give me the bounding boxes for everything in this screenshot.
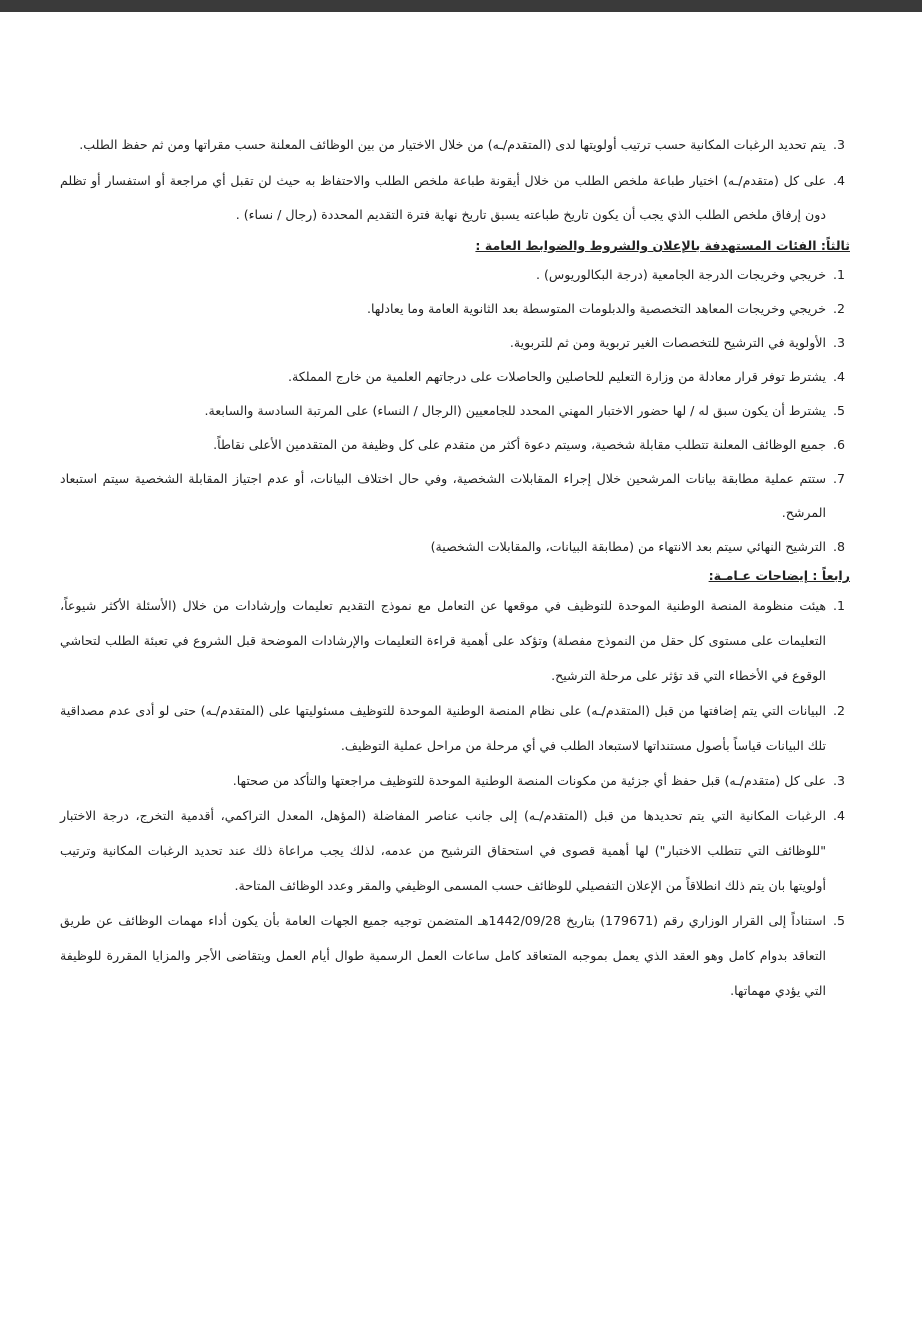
item-text: على كل (متقدم/ـه) اختيار طباعة ملخص الطلب من خلال أيقونة طباعة ملخص الطلب والاحتفاظ به حيث لن تقبل أي مراجعة أو استفسار أو تظلم دون إرفاق ملخص الطلب الذي يجب أن يكون تاريخ طباعته يسبق تاريخ نهاية فترة التقديم المحددة (رجال / نساء) .: [60, 173, 826, 222]
item-text: الترشيح النهائي سيتم بعد الانتهاء من (مطابقة البيانات، والمقابلات الشخصية): [430, 539, 826, 554]
item-number: .4: [832, 369, 846, 384]
item-text: على كل (متقدم/ـه) قبل حفظ أي جزئية من مكونات المنصة الوطنية الموحدة للتوظيف مراجعتها والتأكد من صحتها.: [232, 773, 826, 788]
item-text: يتم تحديد الرغبات المكانية حسب ترتيب أولويتها لدى (المتقدم/ـه) من خلال الاختيار من بين الوظائف المعلنة حسب مقراتها ومن ثم حفظ الطلب.: [79, 137, 826, 152]
list-item: [60, 360, 852, 394]
list-item: [60, 763, 852, 798]
item-number: .1: [832, 267, 846, 282]
item-text: الرغبات المكانية التي يتم تحديدها من قبل (المتقدم/ـه) إلى جانب عناصر المفاضلة (المؤهل، المعدل التراكمي، أقدمية التخرج، درجة الاختبار "للوظائف التي تتطلب الاختبار") لها أهمية قصوى في استحقاق الترشيح من عدمه، لذلك يجب مراعاة ذلك عند تحديد الرغبات المكانية وترتيب أولويتها بان يتم ذلك انطلاقاً من الإعلان التفصيلي للوظائف حسب المسمى الوظيفي والمقر وعدد الوظائف المتاحة.: [60, 808, 826, 893]
item-text: ستتم عملية مطابقة بيانات المرشحين خلال إجراء المقابلات الشخصية، وفي حال اختلاف البيانات، أو عدم اجتياز المقابلة الشخصية سيتم استبعاد المرشح.: [60, 471, 826, 520]
item-text: هيئت منظومة المنصة الوطنية الموحدة للتوظيف في موقعها عن التعامل مع نموذج التقديم تعليمات وإرشادات من خلال (الأسئلة الأكثر شيوعاً، التعليمات على مستوى كل حقل من النموذج مفصلة) وتؤكد على أهمية قراءة التعليمات والإرشادات الموضحة قبل الشروع في تعبئة الطلب لتحاشي الوقوع في الأخطاء التي قد تؤثر على مرحلة الترشيح.: [60, 598, 826, 683]
item-number: .4: [832, 173, 846, 188]
list-item: [60, 462, 852, 530]
list-item: [60, 164, 852, 232]
list-item: [60, 588, 852, 693]
item-text: استناداً إلى القرار الوزاري رقم (179671) بتاريخ 1442/09/28هـ المتضمن توجيه جميع الجهات العامة بأن يكون أداء مهمات الوظائف عن طريق التعاقد بدوام كامل وهو العقد الذي يعمل بموجبه المتعاقد كامل ساعات العمل الرسمية طوال أيام العمل ويتقاضى الأجر والمزايا المقررة للوظيفة التي يؤدي مهماتها.: [60, 913, 826, 998]
item-text: خريجي وخريجات الدرجة الجامعية (درجة البكالوريوس) .: [535, 267, 826, 282]
item-number: .3: [832, 137, 846, 152]
item-number: .8: [832, 539, 846, 554]
list-item: [60, 693, 852, 763]
list-item: [60, 903, 852, 1008]
item-text: خريجي وخريجات المعاهد التخصصية والدبلومات المتوسطة بعد الثانوية العامة وما يعادلها.: [366, 301, 826, 316]
item-text: جميع الوظائف المعلنة تتطلب مقابلة شخصية، وسيتم دعوة أكثر من متقدم على كل وظيفة من المتقدمين الأعلى نقاطاً.: [213, 437, 826, 452]
item-number: .2: [832, 301, 846, 316]
list-item: [60, 798, 852, 903]
top-edge-bar: [0, 0, 922, 12]
list-item: [60, 428, 852, 462]
item-number: .3: [832, 773, 846, 788]
document-body: [60, 128, 852, 1008]
targeted-categories-list: [60, 258, 852, 564]
list-item: [60, 394, 852, 428]
item-number: .1: [832, 598, 846, 613]
list-item: [60, 258, 852, 292]
continued-list: [60, 128, 852, 232]
item-text: يشترط أن يكون سبق له / لها حضور الاختبار المهني المحدد للجامعيين (الرجال / النساء) على المرتبة السادسة والسابعة.: [204, 403, 826, 418]
item-number: .3: [832, 335, 846, 350]
list-item: [60, 128, 852, 162]
list-item: [60, 326, 852, 360]
item-text: الأولوية في الترشيح للتخصصات الغير تربوية ومن ثم للتربوية.: [509, 335, 826, 350]
item-number: .4: [832, 808, 846, 823]
section-heading-general-clarifications: رابعاً : إيضاحات عـامـة:: [708, 568, 850, 583]
item-number: .7: [832, 471, 846, 486]
item-text: البيانات التي يتم إضافتها من قبل (المتقدم/ـه) على نظام المنصة الوطنية الموحدة للتوظيف مسئوليتها على (المتقدم/ـه) حتى لو أدى عدم مصداقية تلك البيانات قياساً بأصول مستنداتها لاستبعاد الطلب في أي مرحلة من مراحل عملية التوظيف.: [60, 703, 826, 753]
general-clarifications-list: [60, 588, 852, 1008]
item-number: .6: [832, 437, 846, 452]
item-number: .2: [832, 703, 846, 718]
section-heading-targeted-categories: ثالثاً: الفئات المستهدفة بالإعلان والشروط والضوابط العامة :: [475, 238, 850, 253]
item-text: يشترط توفر قرار معادلة من وزارة التعليم للحاصلين والحاصلات على درجاتهم العلمية من خارج المملكة.: [287, 369, 826, 384]
item-number: .5: [832, 403, 846, 418]
item-number: .5: [832, 913, 846, 928]
list-item: [60, 530, 852, 564]
list-item: [60, 292, 852, 326]
